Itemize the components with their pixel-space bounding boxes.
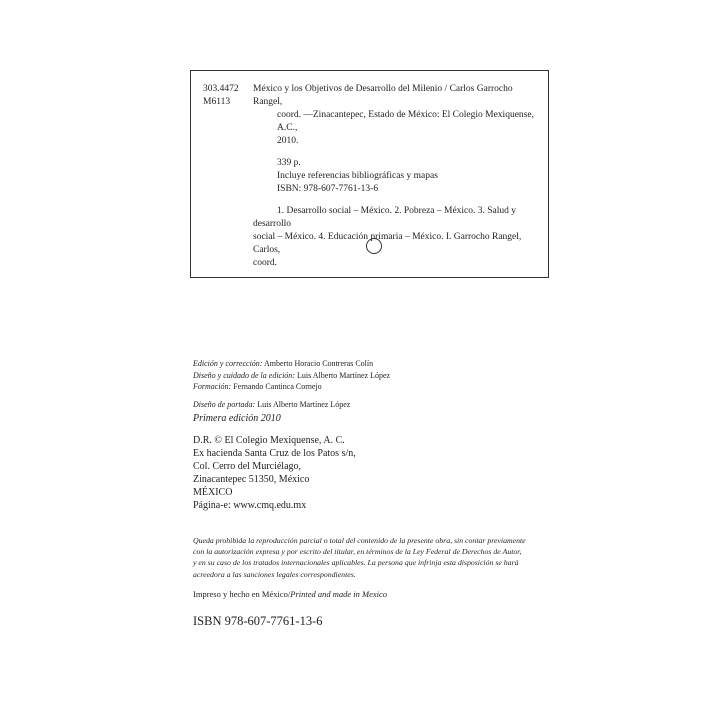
- legal-line: con la autorización expresa y por escrito del titular, en términos de la Ley Federal de Derechos de Autor,: [193, 547, 522, 557]
- publisher-line: D.R. © El Colegio Mexiquense, A. C.: [193, 435, 345, 446]
- call-number: [203, 83, 239, 109]
- card-note: 339 p.: [277, 158, 301, 168]
- credit-line: [193, 399, 390, 411]
- printed-spanish: Impreso y hecho en México/: [193, 589, 291, 599]
- credits: [193, 358, 390, 410]
- publisher-line: MÉXICO: [193, 487, 233, 498]
- credit-name: Fernando Cantinca Cornejo: [233, 382, 322, 391]
- printed-in: [193, 589, 387, 599]
- card-title-line: México y los Objetivos de Desarrollo del Milenio / Carlos Garrocho Rangel,: [253, 84, 513, 107]
- credit-role: Diseño de portada:: [193, 399, 256, 409]
- credit-line: [193, 370, 390, 382]
- call-number-line: 303.4472: [203, 84, 239, 94]
- printed-english: Printed and made in Mexico: [290, 589, 388, 599]
- publisher-web: Página-e: www.cmq.edu.mx: [193, 500, 307, 511]
- credit-role: Diseño y cuidado de la edición:: [193, 370, 295, 380]
- credit-line: [193, 358, 390, 370]
- card-note: Incluye referencias bibliográficas y mapas: [277, 171, 438, 181]
- publisher-info: [193, 434, 356, 512]
- edition: Primera edición 2010: [193, 413, 281, 424]
- legal-line: y en su caso de los tratados internacionales aplicables. La persona que infrinja esta disposición se hará: [193, 558, 519, 568]
- isbn: ISBN 978-607-7761-13-6: [193, 614, 323, 628]
- card-subject-line: social – México. 4. Educación primaria – México. I. Garrocho Rangel, Carlos,: [253, 232, 522, 255]
- credit-line: [193, 381, 390, 393]
- card-title-line: 2010.: [277, 136, 299, 146]
- catalog-card: [190, 70, 549, 278]
- legal-line: Queda prohibida la reproducción parcial o total del contenido de la presente obra, sin contar previamente: [193, 536, 526, 545]
- credit-role: Edición y corrección:: [193, 359, 263, 368]
- card-hole-circle: [366, 238, 382, 254]
- credit-name: Amberto Horacio Contreras Colín: [264, 359, 374, 368]
- card-entry: [253, 83, 543, 270]
- publisher-line: Zinacantepec 51350, México: [193, 474, 310, 485]
- legal-notice: [193, 535, 563, 580]
- credit-name: Luis Alberto Martínez López: [257, 399, 351, 409]
- card-title-line: coord. —Zinacantepec, Estado de México: El Colegio Mexiquense, A.C.,: [277, 110, 534, 133]
- card-subject-line: 1. Desarrollo social – México. 2. Pobreza – México. 3. Salud y desarrollo: [253, 206, 517, 229]
- card-subject-line: coord.: [253, 258, 278, 268]
- publisher-line: Ex hacienda Santa Cruz de los Patos s/n,: [193, 448, 356, 459]
- call-number-line: M6113: [203, 97, 231, 107]
- card-note: ISBN: 978-607-7761-13-6: [277, 184, 379, 194]
- publisher-line: Col. Cerro del Murciélago,: [193, 461, 302, 472]
- credit-role: Formación:: [193, 382, 232, 391]
- legal-line: acreedora a las sanciones legales correspondientes.: [193, 569, 356, 579]
- credit-name: Luis Alberto Martínez López: [296, 370, 391, 380]
